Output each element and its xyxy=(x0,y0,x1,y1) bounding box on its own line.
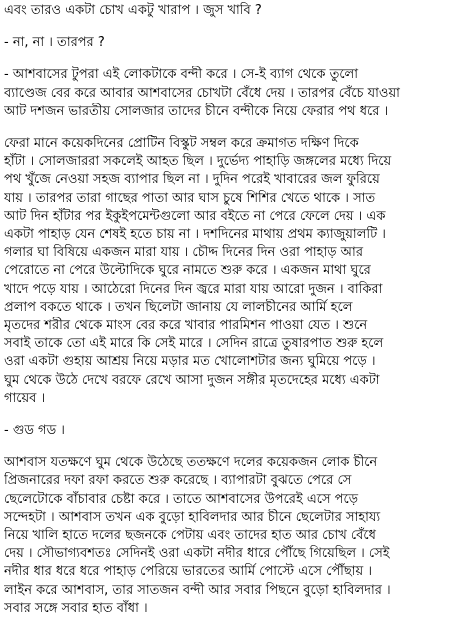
paragraph-gap xyxy=(4,440,452,454)
text-line: পথ খুঁজে নেওয়া সহজ ব্যাপার ছিল না । দুদিন পরেই খাবারের জল ফুরিয়ে xyxy=(4,172,380,188)
paragraph-gap xyxy=(4,408,452,422)
paragraph xyxy=(4,135,452,408)
text-line: পেরোতে না পেরে উল্টোদিকে ঘুরে নামতে শুরু করে । একজন মাথা ঘুরে xyxy=(4,263,371,279)
text-line: গলার ঘা বিষিয়ে একজন মারা যায় । চৌদ্দ দিনের দিন ওরা পাহাড় আর xyxy=(4,245,363,261)
text-line: যায় । তারপর তারা গাছের পাতা আর ঘাস চুষে শিশির খেতে থাকে । সাত xyxy=(4,190,376,206)
text-line: আশবাস যতক্ষণে ঘুম থেকে উঠেছে ততক্ষণে দলের কয়েকজন লোক চীনে xyxy=(4,455,378,471)
text-line: গায়েব । xyxy=(4,390,46,406)
text-line: ফেরা মানে কয়েকদিনের প্রোটিন বিস্কুট সম্বল করে ক্রমাগত দক্ষিণ দিকে xyxy=(4,136,359,152)
text-line: সন্দেহটা । আশবাস তখন এক বুড়ো হাবিলদার আর চীনে ছেলেটার সাহায্য xyxy=(4,509,381,525)
paragraph xyxy=(4,66,452,121)
text-line: একটা পাহাড় যেন শেষই হতে চায় না । দশদিনের মাথায় প্রথম ক্যাজুয়ালটি । xyxy=(4,227,386,243)
text-line: ব্যাণ্ডেজ বের করে আবার আশবাসের চোখটা বেঁধে দেয় । তারপর বেঁচে যাওয়া xyxy=(4,85,400,101)
text-line: দেয় । সৌভাগ্যবশতঃ সেদিনই ওরা একটা নদীর ধারে পৌঁছে গিয়েছিল । সেই xyxy=(4,546,390,562)
text-line: মৃতদের শরীর থেকে মাংস বের করে খাবার পারমিশন পাওয়া যেত । শুনে xyxy=(4,318,368,334)
text-line: নিয়ে খালি হাতে দলের ছজনকে পেটায় এবং তাদের হাত আর চোখ বেঁধে xyxy=(4,528,376,544)
text-line: সবার সঙ্গে সবার হাত বাঁধা । xyxy=(4,600,148,616)
text-line: প্রিজনারের দফা রফা করতে শুরু করেছে । ব্যাপারটা বুঝতে পেরে সে xyxy=(4,473,352,489)
paragraph xyxy=(4,454,452,618)
text-line: - না, না । তারপর ? xyxy=(4,35,105,51)
text-line: হাঁটা । সোলজাররা সকলেই আহত ছিল । দুর্ভেদ্য পাহাড়ি জঙ্গলের মধ্যে দিয়ে xyxy=(4,154,392,170)
text-line: সবাই তাকে তো এই মারে কি সেই মারে । সেদিন রাত্রে তুষারপাত শুরু হলে xyxy=(4,336,384,352)
text-line: নদীর ধার ধরে ধরে পাহাড় পেরিয়ে ভারতের আর্মি পোস্টে এসে পৌঁছায় । xyxy=(4,564,372,580)
paragraph-gap xyxy=(4,52,452,66)
text-line: প্রলাপ বকতে থাকে । তখন ছিলেটা জানায় যে লালচীনের আর্মি হলে xyxy=(4,299,353,315)
text-line: খাদে পড়ে যায় । আঠেরো দিনের দিন জ্বরে মারা যায় আরো দুজন । বাকিরা xyxy=(4,281,383,297)
text-line: এবং তারও একটা চোখ একটু খারাপ । জুস খাবি ? xyxy=(4,3,262,18)
text-line: ছেলেটোকে বাঁচাবার চেষ্টা করে । তাতে আশবাসের উপরেই এসে পড়ে xyxy=(4,491,359,507)
text-line: ঘুম থেকে উঠে দেখে বরফে রেখে আসা দুজন সঙ্গীর মৃতদেহের মধ্যে একটা xyxy=(4,372,380,388)
paragraph-gap xyxy=(4,121,452,135)
paragraph xyxy=(4,422,452,440)
paragraph-gap xyxy=(4,20,452,34)
text-line: - গুড গড । xyxy=(4,423,65,439)
text-line: লাইন করে আশবাস, তার সাতজন বন্দী আর সবার পিছনে বুড়ো হাবিলদার । xyxy=(4,582,391,598)
text-line: আট দিন হাঁটার পর ইকুইপমেন্টগুলো আর বইতে না পেরে ফেলে দেয় । এক xyxy=(4,208,386,224)
text-line: আট দশজন ভারতীয় সোলজার তাদের চীনে বন্দীকে নিয়ে ফেরার পথ ধরে । xyxy=(4,103,389,119)
text-line: ওরা একটা গুহায় আশ্রয় নিয়ে মড়ার মত খোলোশটার জন্য ঘুমিয়ে পড়ে । xyxy=(4,354,376,370)
paragraph xyxy=(4,2,452,20)
text-line: - আশবাসের টুপরা এই লোকটাকে বন্দী করে । সে-ই ব্যাগ থেকে তুলো xyxy=(4,67,359,83)
paragraph xyxy=(4,34,452,52)
